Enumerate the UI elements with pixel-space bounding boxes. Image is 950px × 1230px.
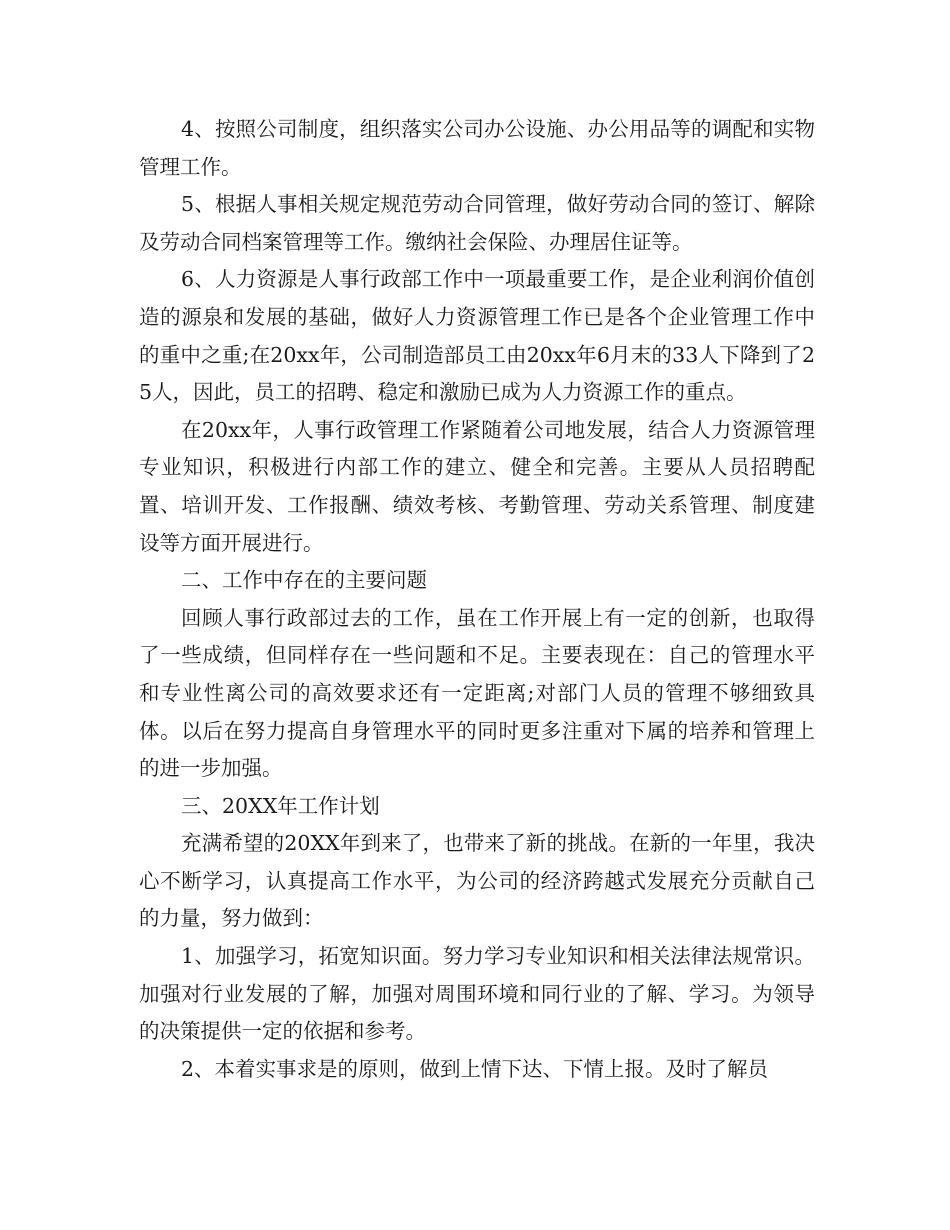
paragraph-problems: 回顾人事行政部过去的工作，虽在工作开展上有一定的创新，也取得了一些成绩，但同样存在一些问题和不足。主要表现在：自己的管理水平和专业性离公司的高效要求还有一定距离;对部门人员的管理不够细致具体。以后在努力提高自身管理水平的同时更多注重对下属的培养和管理上的进一步加强。 — [139, 605, 815, 781]
paragraph-plan-1: 1、加强学习，拓宽知识面。努力学习专业知识和相关法律法规常识。加强对行业发展的了解，加强对周围环境和同行业的了解、学习。为领导的决策提供一定的依据和参考。 — [139, 944, 815, 1044]
paragraph-item-6: 6、人力资源是人事行政部工作中一项最重要工作，是企业利润价值创造的源泉和发展的基础，做好人力资源管理工作已是各个企业管理工作中的重中之重;在20xx年，公司制造部员工由20xx年6月末的33人下降到了25人，因此，员工的招聘、稳定和激励已成为人力资源工作的重点。 — [139, 267, 815, 405]
paragraph-item-5: 5、根据人事相关规定规范劳动合同管理，做好劳动合同的签订、解除及劳动合同档案管理等工作。缴纳社会保险、办理居住证等。 — [139, 192, 815, 254]
section-heading-problems: 二、工作中存在的主要问题 — [181, 568, 428, 593]
document-body — [139, 111, 815, 1088]
paragraph-plan-intro: 充满希望的20XX年到来了，也带来了新的挑战。在新的一年里，我决心不断学习，认真提高工作水平，为公司的经济跨越式发展充分贡献自己的力量，努力做到： — [139, 831, 815, 931]
paragraph-item-4: 4、按照公司制度，组织落实公司办公设施、办公用品等的调配和实物管理工作。 — [139, 117, 815, 179]
paragraph-summary: 在20xx年，人事行政管理工作紧随着公司地发展，结合人力资源管理专业知识，积极进行内部工作的建立、健全和完善。主要从人员招聘配置、培训开发、工作报酬、绩效考核、考勤管理、劳动关系管理、制度建设等方面开展进行。 — [139, 417, 815, 555]
section-heading-plan: 三、20XX年工作计划 — [181, 793, 380, 818]
paragraph-plan-2: 2、本着实事求是的原则，做到上情下达、下情上报。及时了解员 — [181, 1056, 769, 1081]
